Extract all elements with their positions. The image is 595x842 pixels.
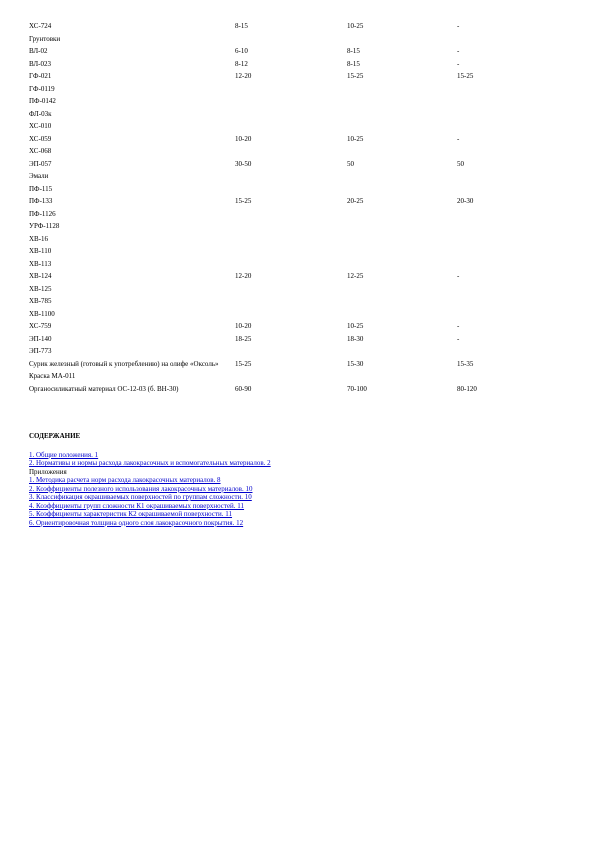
table-row: [29, 220, 517, 233]
table-body: [29, 20, 517, 395]
value-cell-2: [347, 208, 457, 221]
table-row: [29, 158, 517, 171]
material-name-cell: ХВ-124: [29, 272, 52, 280]
value-cell-1: [235, 220, 347, 233]
table-row: [29, 258, 517, 271]
toc-link[interactable]: 2. Коэффициенты полезного использования лакокрасочных материалов. 10: [29, 484, 253, 493]
table-row: [29, 308, 517, 321]
material-name-cell: ХС-010: [29, 122, 52, 130]
table-row: [29, 145, 517, 158]
value-cell-2: 10-25: [347, 322, 364, 330]
consumption-norms-table: [29, 20, 517, 395]
value-cell-3: 15-35: [457, 359, 474, 368]
table-row: [29, 108, 517, 121]
value-cell-1: [235, 345, 347, 358]
value-cell-3: [457, 345, 517, 358]
value-cell-3: -: [457, 22, 460, 30]
value-cell-1: [235, 283, 347, 296]
table-row: [29, 233, 517, 246]
value-cell-3: -: [457, 47, 460, 55]
value-cell-1: [235, 245, 347, 258]
table-row: [29, 45, 517, 58]
value-cell-3: -: [457, 134, 460, 143]
material-name-cell: ХС-759: [29, 322, 52, 330]
value-cell-2: [347, 220, 457, 233]
value-cell-1: [235, 183, 347, 196]
value-cell-2: [347, 95, 457, 108]
value-cell-1: 18-25: [235, 334, 252, 343]
value-cell-1: 8-15: [235, 22, 248, 30]
toc-section-label: Приложения: [29, 467, 67, 476]
table-row: [29, 83, 517, 96]
table-row: [29, 183, 517, 196]
toc-item: [29, 476, 271, 485]
value-cell-2: [347, 308, 457, 321]
table-row: [29, 333, 517, 346]
table-row: [29, 20, 517, 33]
toc-item: [29, 493, 271, 502]
value-cell-1: [235, 295, 347, 308]
value-cell-2: [347, 283, 457, 296]
value-cell-1: [235, 95, 347, 108]
value-cell-3: [457, 145, 517, 158]
value-cell-2: 12-25: [347, 272, 364, 280]
value-cell-1: [235, 145, 347, 158]
table-row: [29, 245, 517, 258]
value-cell-2: [347, 145, 457, 158]
toc-title: СОДЕРЖАНИЕ: [29, 432, 81, 440]
value-cell-2: 15-25: [347, 72, 364, 80]
value-cell-2: [347, 83, 457, 96]
value-cell-3: [457, 95, 517, 108]
toc-list: [29, 451, 271, 528]
material-name-cell: ХВ-113: [29, 259, 52, 268]
material-name-cell: ГФ-0119: [29, 84, 55, 93]
material-name-cell: ХС-724: [29, 22, 52, 30]
material-name-cell: ХВ-110: [29, 247, 52, 255]
toc-item: [29, 459, 271, 468]
toc-item: [29, 519, 271, 528]
table-row: [29, 283, 517, 296]
toc-item: [29, 451, 271, 460]
value-cell-1: [235, 170, 347, 183]
material-name-cell: Краска МА-011: [29, 372, 76, 380]
table-row: [29, 170, 517, 183]
material-name-cell: ПФ-133: [29, 197, 53, 205]
toc-link[interactable]: 1. Методика расчета норм расхода лакокрасочных материалов. 8: [29, 476, 221, 484]
table-row: [29, 358, 517, 371]
value-cell-1: 6-10: [235, 47, 248, 55]
value-cell-3: [457, 83, 517, 96]
material-name-cell: ФЛ-03к: [29, 109, 52, 118]
table-row: [29, 370, 517, 383]
value-cell-3: [457, 120, 517, 133]
material-name-cell: Органосиликатный материал ОС-12-03 (б. ВН-30): [29, 384, 179, 393]
value-cell-1: 15-25: [235, 359, 252, 368]
material-name-cell: ПФ-1126: [29, 209, 56, 218]
table-row: [29, 320, 517, 333]
material-name-cell: ГФ-021: [29, 72, 52, 80]
value-cell-3: [457, 283, 517, 296]
toc-item: [29, 502, 271, 511]
material-name-cell: ХС-059: [29, 134, 52, 143]
value-cell-2: [347, 245, 457, 258]
value-cell-1: [235, 108, 347, 121]
value-cell-2: 8-15: [347, 47, 360, 55]
table-row: [29, 70, 517, 83]
material-name-cell: ЭП-140: [29, 334, 52, 343]
value-cell-2: [347, 120, 457, 133]
value-cell-2: 10-25: [347, 22, 364, 30]
value-cell-2: [347, 108, 457, 121]
value-cell-2: [347, 183, 457, 196]
material-name-cell: УРФ-1128: [29, 222, 60, 230]
table-row: [29, 33, 517, 46]
value-cell-1: 12-20: [235, 272, 252, 280]
toc-link[interactable]: 4. Коэффициенты групп сложности К1 окрашиваемых поверхностей. 11: [29, 501, 245, 510]
value-cell-1: [235, 83, 347, 96]
material-name-cell: ПФ-115: [29, 184, 53, 193]
toc-link[interactable]: 5. Коэффициенты характеристик К2 окрашиваемой поверхности. 11: [29, 510, 233, 518]
toc-item: [29, 485, 271, 494]
toc-link[interactable]: 2. Нормативы и нормы расхода лакокрасочных и вспомогательных материалов. 2: [29, 459, 271, 467]
table-of-contents: [29, 432, 271, 527]
value-cell-2: [347, 170, 457, 183]
table-row: [29, 295, 517, 308]
material-name-cell: Эмали: [29, 172, 49, 180]
value-cell-3: [457, 108, 517, 121]
table-row: [29, 133, 517, 146]
table-row: [29, 270, 517, 283]
value-cell-3: -: [457, 272, 460, 280]
table-row: [29, 58, 517, 71]
value-cell-2: 15-30: [347, 359, 364, 368]
value-cell-1: [235, 308, 347, 321]
toc-link[interactable]: 6. Ориентировочная толщина одного слоя лакокрасочного покрытия. 12: [29, 518, 244, 527]
value-cell-2: [347, 370, 457, 383]
value-cell-3: [457, 33, 517, 46]
value-cell-3: [457, 370, 517, 383]
toc-link[interactable]: 3. Классификация окрашиваемых поверхностей по группам сложности. 10: [29, 493, 252, 501]
material-name-cell: ВЛ-023: [29, 59, 51, 68]
value-cell-2: [347, 258, 457, 271]
value-cell-2: 10-25: [347, 134, 364, 143]
material-name-cell: ХВ-1100: [29, 309, 55, 318]
material-name-cell: ЭП-773: [29, 347, 52, 355]
table-row: [29, 345, 517, 358]
table-row: [29, 95, 517, 108]
value-cell-1: [235, 370, 347, 383]
material-name-cell: ПФ-0142: [29, 97, 56, 105]
value-cell-2: 18-30: [347, 334, 364, 343]
material-name-cell: ЭП-057: [29, 159, 52, 168]
value-cell-1: [235, 120, 347, 133]
material-name-cell: Грунтовки: [29, 34, 61, 43]
value-cell-1: 12-20: [235, 72, 252, 80]
material-name-cell: Сурик железный (готовый к употреблению) на олифе «Оксоль»: [29, 359, 219, 368]
table-row: [29, 383, 517, 396]
value-cell-2: [347, 233, 457, 246]
value-cell-3: [457, 208, 517, 221]
value-cell-2: [347, 33, 457, 46]
value-cell-1: 60-90: [235, 384, 252, 393]
value-cell-2: 8-15: [347, 59, 360, 68]
value-cell-3: [457, 308, 517, 321]
value-cell-3: [457, 295, 517, 308]
value-cell-2: 70-100: [347, 384, 367, 393]
material-name-cell: ВЛ-02: [29, 47, 48, 55]
table-row: [29, 195, 517, 208]
value-cell-1: 10-20: [235, 322, 252, 330]
value-cell-2: 20-25: [347, 197, 364, 205]
material-name-cell: ХС-068: [29, 147, 52, 155]
table-row: [29, 208, 517, 221]
value-cell-3: [457, 245, 517, 258]
value-cell-1: 8-12: [235, 59, 248, 68]
value-cell-3: 50: [457, 159, 464, 168]
value-cell-3: [457, 220, 517, 233]
value-cell-1: 10-20: [235, 134, 252, 143]
value-cell-3: 80-120: [457, 384, 477, 393]
value-cell-3: 15-25: [457, 72, 474, 80]
toc-link[interactable]: 1. Общие положения. 1: [29, 450, 99, 459]
value-cell-1: [235, 258, 347, 271]
value-cell-3: -: [457, 59, 460, 68]
value-cell-2: 50: [347, 159, 354, 168]
value-cell-1: 15-25: [235, 197, 252, 205]
value-cell-3: 20-30: [457, 197, 474, 205]
value-cell-3: [457, 233, 517, 246]
value-cell-1: [235, 208, 347, 221]
value-cell-2: [347, 345, 457, 358]
material-name-cell: ХВ-125: [29, 284, 52, 293]
value-cell-3: [457, 183, 517, 196]
value-cell-1: [235, 33, 347, 46]
value-cell-1: 30-50: [235, 159, 252, 168]
table-row: [29, 120, 517, 133]
value-cell-3: [457, 258, 517, 271]
value-cell-3: [457, 170, 517, 183]
value-cell-3: -: [457, 334, 460, 343]
toc-item: [29, 510, 271, 519]
material-name-cell: ХВ-16: [29, 234, 49, 243]
value-cell-1: [235, 233, 347, 246]
value-cell-2: [347, 295, 457, 308]
value-cell-3: -: [457, 322, 460, 330]
material-name-cell: ХВ-785: [29, 297, 52, 305]
